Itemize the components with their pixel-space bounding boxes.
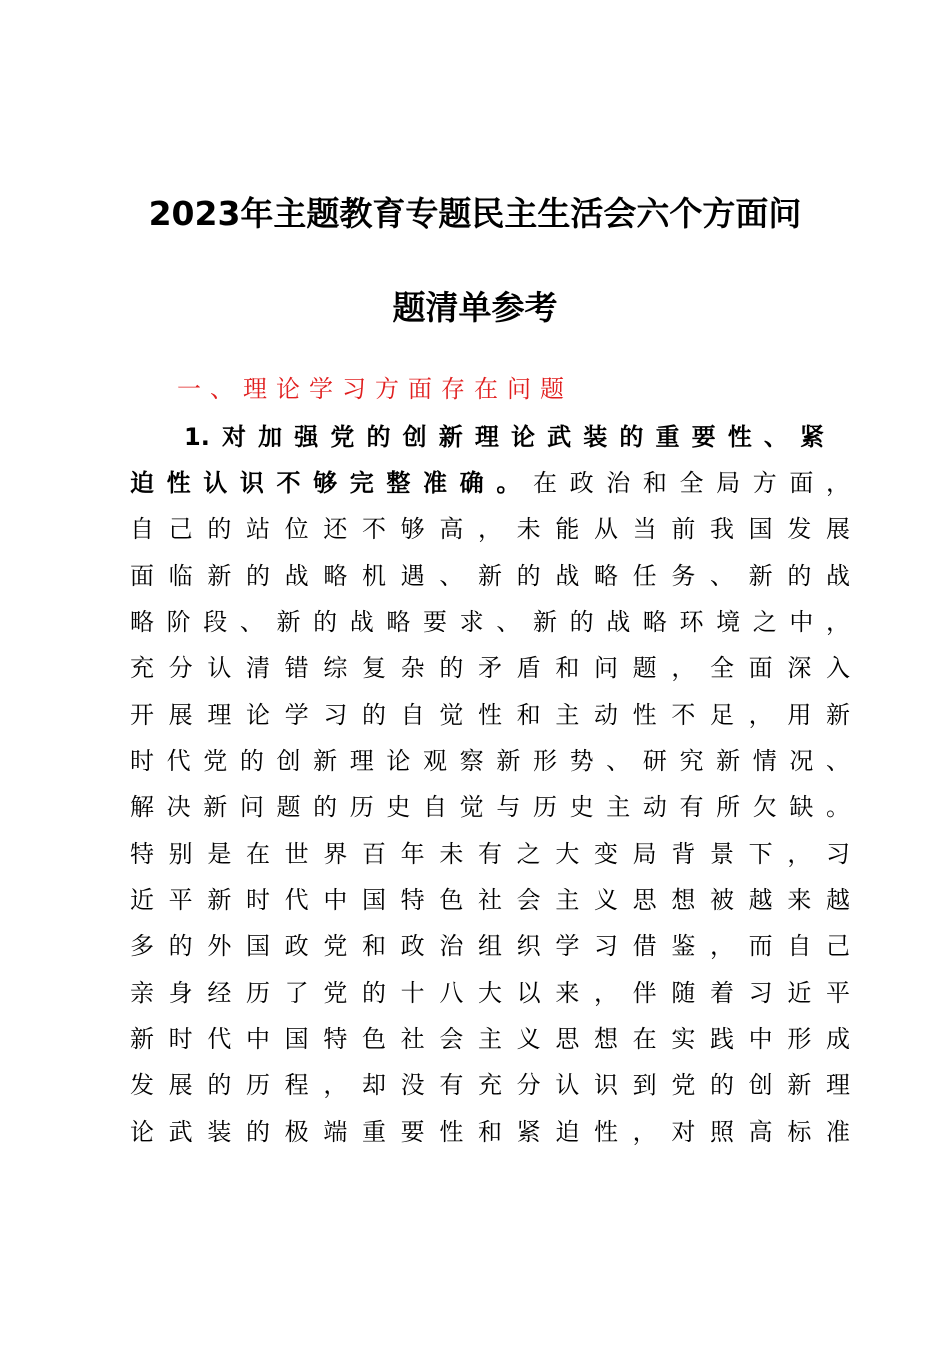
paragraph-line: 自己的站位还不够高，未能从当前我国发展 [130, 515, 850, 543]
paragraph-line: 多的外国政党和政治组织学习借鉴，而自己 [130, 932, 850, 960]
paragraph-line-2 [130, 467, 850, 499]
paragraph-bold-line-1: 1.对加强党的创新理论武装的重要性、紧 [184, 423, 824, 451]
paragraph-line: 时代党的创新理论观察新形势、研究新情况、 [130, 747, 850, 775]
paragraph-line: 特别是在世界百年未有之大变局背景下，习 [130, 840, 850, 868]
paragraph-line: 论武装的极端重要性和紧迫性，对照高标准 [130, 1118, 850, 1146]
paragraph-line: 发展的历程，却没有充分认识到党的创新理 [130, 1071, 850, 1099]
paragraph-line: 充分认清错综复杂的矛盾和问题，全面深入 [130, 654, 850, 682]
paragraph-line: 新时代中国特色社会主义思想在实践中形成 [130, 1025, 850, 1053]
paragraph-line: 亲身经历了党的十八大以来，伴随着习近平 [130, 979, 850, 1007]
section-heading: 一、理论学习方面存在问题 [177, 375, 573, 403]
paragraph-bold-line-2: 迫性认识不够完整准确。 [130, 469, 533, 497]
paragraph-line: 面临新的战略机遇、新的战略任务、新的战 [130, 562, 850, 590]
paragraph-line: 开展理论学习的自觉性和主动性不足，用新 [130, 701, 850, 729]
document-title-line-2: 题清单参考 [392, 288, 558, 327]
paragraph-line: 解决新问题的历史自觉与历史主动有所欠缺。 [130, 793, 850, 821]
paragraph-line-2-rest: 在政治和全局方面， [532, 469, 851, 497]
document-title-line-1: 2023年主题教育专题民主生活会六个方面问 [148, 194, 802, 233]
paragraph-line: 近平新时代中国特色社会主义思想被越来越 [130, 886, 850, 914]
paragraph-line: 略阶段、新的战略要求、新的战略环境之中， [130, 608, 850, 636]
